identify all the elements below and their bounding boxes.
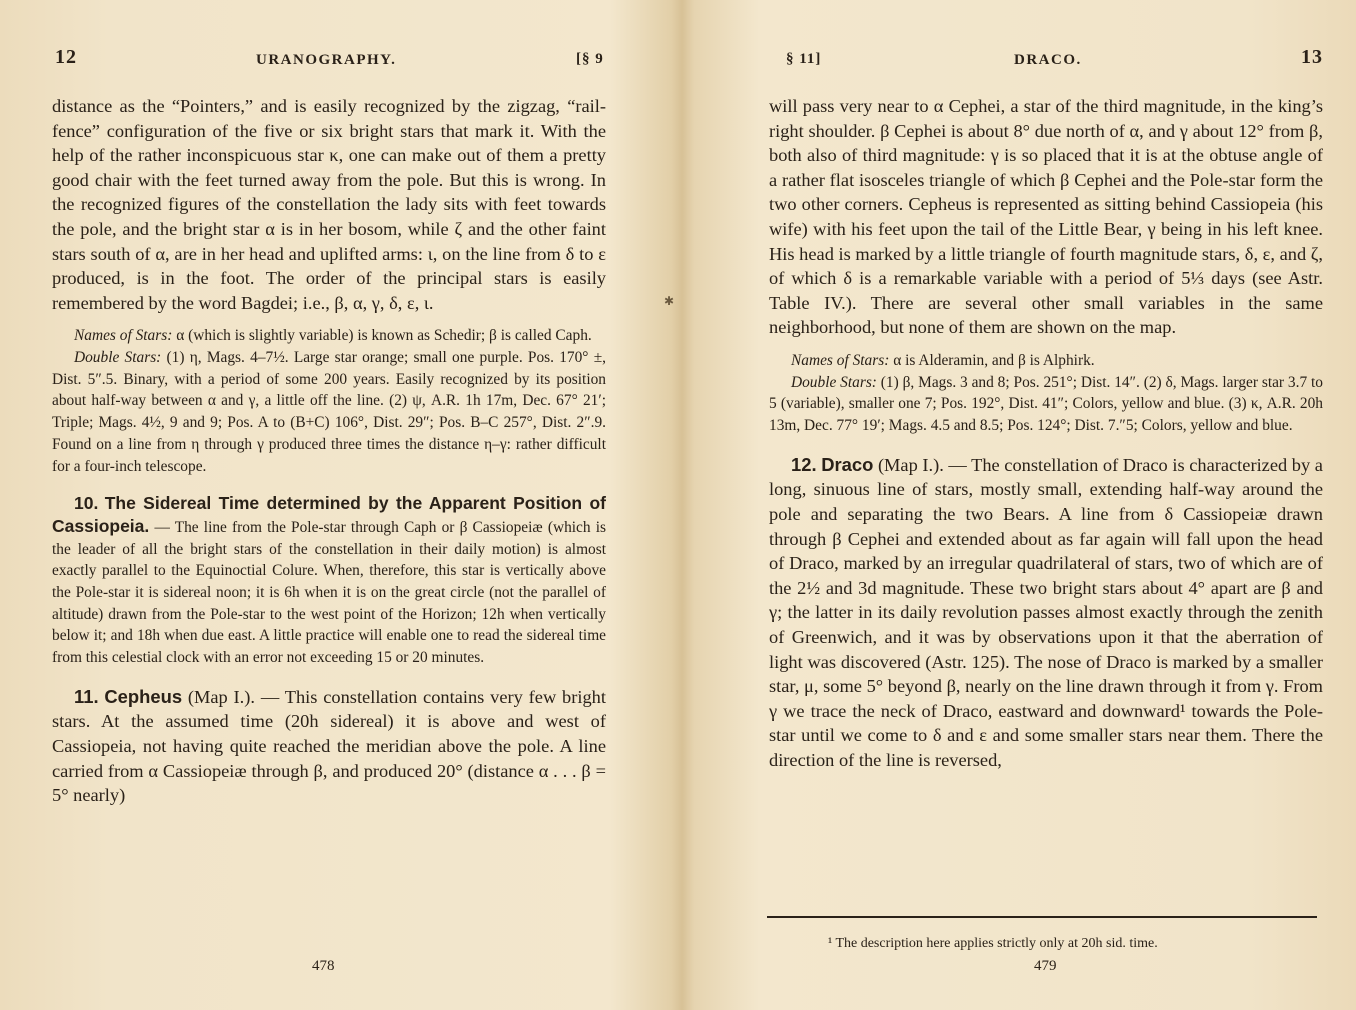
right-double-stars: Double Stars: (1) β, Mags. 3 and 8; Pos. 251°; Dist. 14″. (2) δ, Mags. larger star 3.7 to 5 (variable), smaller one 7; Pos. 192°, Dist. 41″; Colors, yellow and blue. (3) κ, A.R. 20h 13m, Dec. 77° 19′; Mags. 4.5 and 8.5; Pos. 124°; Dist. 7.″5; Colors, yellow and blue. xyxy=(769,373,1323,435)
right-folio: 13 xyxy=(1301,46,1323,68)
right-text-block xyxy=(769,94,1323,772)
left-running-head xyxy=(0,46,678,74)
section-12-heading: Draco xyxy=(821,453,874,475)
left-double-stars: Double Stars: (1) η, Mags. 4–7½. Large star orange; small one purple. Pos. 170° ±, Dist. 5″.5. Binary, with a period of some 200 years. Easily recognized by its position about half-way between α and γ, a little off the line. (2) ψ, A.R. 1h 17m, Dec. 67° 21′; Triple; Mags. 4½, 9 and 9; Pos. A to (B+C) 106°, Dist. 29″; Pos. B–C 257°, Dist. 2″.9. Found on a line from η through γ produced three times the distance η–γ: rather difficult for a four-inch telescope. xyxy=(52,349,606,475)
section-11-heading: Cepheus xyxy=(104,685,183,707)
right-section-ref: § 11] xyxy=(786,51,822,67)
right-page xyxy=(678,0,1356,1010)
right-running-head xyxy=(678,46,1356,74)
right-page-number: 479 xyxy=(1034,958,1057,974)
section-12: 12. Draco (Map I.). — The constellation of Draco is characterized by a long, sinuous line of stars, mostly small, extending half-way around the pole and separating the two Bears. A line from δ Cassiopeiæ drawn through β Cephei and extended about as far again will fall upon the head of Draco, marked by an irregular quadrilateral of stars, two of which are of the 2½ and 3d magnitude. These two bright stars about 4° apart are β and γ; the latter in its daily revolution passes almost exactly through the zenith of Greenwich, and it was by observations upon it that the aberration of light was discovered (Astr. 125). The nose of Draco is marked by a smaller star, μ, some 5° beyond β, nearly on the line drawn through it from γ. From γ we trace the neck of Draco, eastward and downward¹ towards the Pole-star until we come to δ and ε and some smaller stars near them. There the direction of the line is reversed, xyxy=(769,453,1323,770)
left-names-of-stars: Names of Stars: α (which is slightly variable) is known as Schedir; β is called Caph. xyxy=(74,327,592,345)
left-folio: 12 xyxy=(55,46,77,68)
right-names-of-stars: Names of Stars: α is Alderamin, and β is Alphirk. xyxy=(791,351,1095,369)
left-text-block xyxy=(52,94,606,808)
section-10: 10. The Sidereal Time determined by the Apparent Position of Cassiopeia. — The line from the Pole-star through Caph or β Cassiopeiæ (which is the leader of all the bright stars of the constellation in their daily motion) is almost exactly parallel to the Equinoctial Colure. When, therefore, this star is vertically above the Pole-star it is sidereal noon; it is 6h when it is on the great circle (not the parallel of altitude) drawn from the Pole-star to the west point of the Horizon; 12h when vertically below it; and 18h when due east. A little practice will enable one to read the sidereal time from this celestial clock with an error not exceeding 15 or 20 minutes. xyxy=(52,493,606,667)
left-page-number: 478 xyxy=(312,958,335,974)
left-section-ref: [§ 9 xyxy=(576,51,604,67)
right-paragraph-1: will pass very near to α Cephei, a star of the third magnitude, in the king’s right shoulder. β Cephei is about 8° due north of α, and γ about 12° from β, both also of third magnitude: γ is so placed that it is at the obtuse angle of a rather flat isosceles triangle of which β Cephei and the Pole-star form the two other corners. Cepheus is represented as sitting behind Cassiopeia (his wife) with his feet upon the tail of the Little Bear, γ being in his left knee. His head is marked by a little triangle of fourth magnitude stars, δ, ε, and ζ, of which δ is a remarkable variable with a period of 5⅓ days (see Astr. Table IV.). There are several other small variables in the same neighborhood, but none of them are shown on the map. xyxy=(769,96,1323,338)
section-11: 11. Cepheus (Map I.). — This constellation contains very few bright stars. At the assumed time (20h sidereal) it is above and west of Cassiopeia, not having quite reached the meridian above the pole. A line carried from α Cassiopeiæ through β, and produced 20° (distance α . . . β = 5° nearly) xyxy=(52,685,606,806)
footnote-rule xyxy=(767,916,1317,918)
right-running-title: DRACO. xyxy=(1014,52,1082,68)
footnote: ¹ The description here applies strictly only at 20h sid. time. xyxy=(828,936,1158,951)
left-running-title: URANOGRAPHY. xyxy=(256,52,397,68)
section-10-heading: The Sidereal Time determined by the Apparent Position of Cassiopeia. xyxy=(52,493,606,536)
margin-mark-icon: ✱ xyxy=(664,294,675,308)
left-paragraph-1: distance as the “Pointers,” and is easily recognized by the zigzag, “rail-fence” configuration of the five or six bright stars that mark it. With the help of the rather inconspicuous star κ, one can make out of them a pretty good chair with the feet turned away from the pole. But this is wrong. In the recognized figures of the constellation the lady sits with feet towards the pole, and the bright star α is in her bosom, while ζ and the other faint stars south of α, are in her head and uplifted arms: ι, on the line from δ to ε produced, is in the foot. The order of the principal stars is easily remembered by the word Bagdei; i.e., β, α, γ, δ, ε, ι. xyxy=(52,96,606,313)
